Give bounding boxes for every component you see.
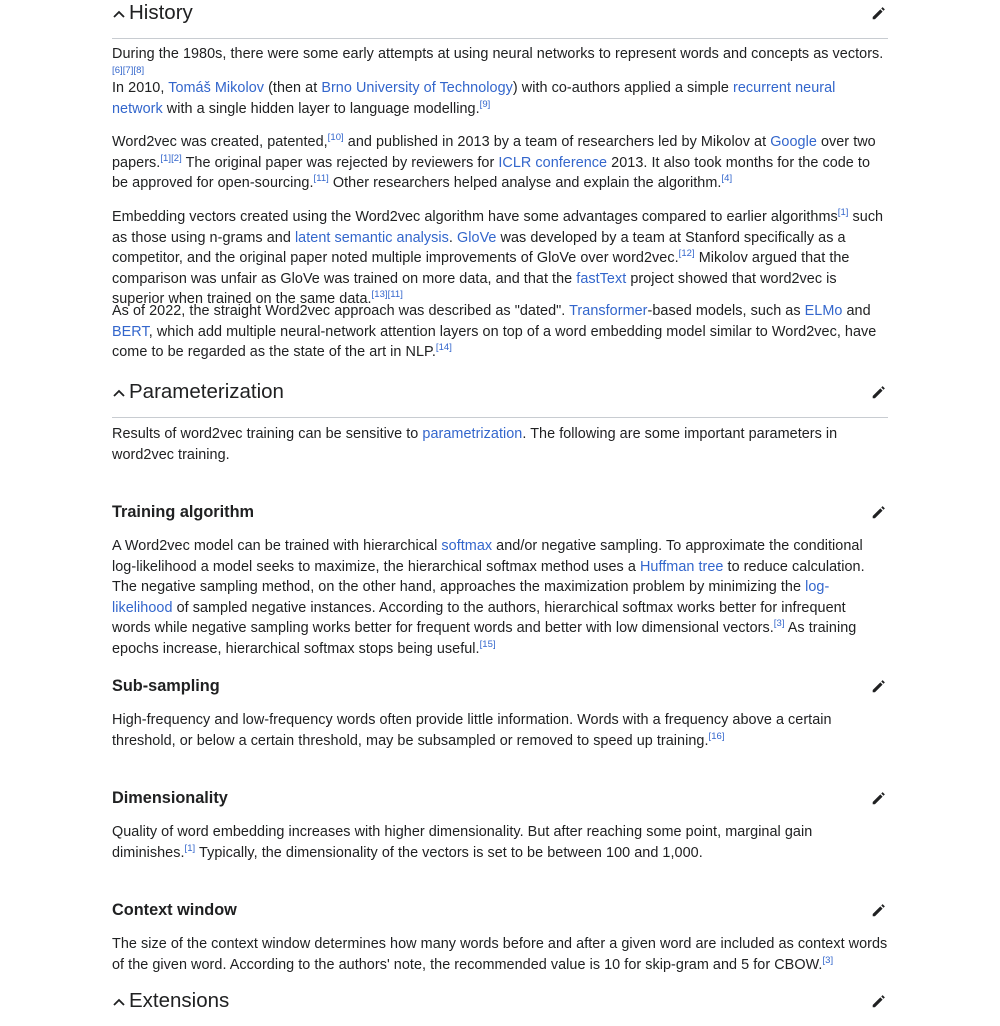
subsection-title: Sub-sampling — [112, 677, 220, 695]
subsection-heading-sub-sampling — [112, 675, 888, 701]
link-softmax[interactable]: softmax — [441, 538, 493, 554]
pencil-icon[interactable] — [870, 992, 888, 1010]
citation[interactable]: [15] — [479, 638, 496, 650]
citation[interactable]: [1] — [837, 207, 849, 218]
citation[interactable]: [8] — [133, 64, 145, 76]
citation[interactable]: [14] — [435, 342, 452, 354]
link-tomas-mikolov[interactable]: Tomáš Mikolov — [168, 80, 265, 96]
citation[interactable]: [3] — [773, 618, 785, 630]
link-huffman-tree[interactable]: Huffman tree — [639, 558, 724, 575]
subsection-heading-dimensionality — [112, 787, 888, 813]
subsection-heading-context-window — [112, 899, 888, 925]
link-bert[interactable]: BERT — [112, 323, 149, 340]
citation[interactable]: [1] — [184, 842, 196, 854]
paragraph: Embedding vectors created using the Word2vec algorithm have some advantages compared to earlier algorithms[1] such as those using n-grams and latent semantic analysis. GloVe was developed by a team at Stanford specifically as a competitor, and the original paper noted multiple improvements of GloVe over word2vec.[12] Mikolov argued that the comparison was unfair as GloVe was trained on more data, and that the fastText project showed that word2vec is superior when trained on the same data.[13][11] — [112, 207, 884, 308]
link-iclr-conference[interactable]: ICLR conference — [498, 154, 608, 171]
section-heading-extensions[interactable] — [112, 988, 888, 1026]
citation[interactable]: [11] — [387, 289, 403, 301]
citation[interactable]: [16] — [708, 730, 725, 742]
citation[interactable]: [9] — [479, 98, 491, 110]
chevron-up-icon[interactable] — [112, 991, 126, 1011]
link-recurrent-neural-network[interactable]: recurrent neural network — [112, 80, 836, 117]
paragraph: During the 1980s, there were some early attempts at using neural networks to represent words and concepts as vectors.[6][7][8] — [112, 46, 884, 76]
subsection-title: Dimensionality — [112, 789, 228, 807]
link-elmo[interactable]: ELMo — [804, 303, 843, 319]
paragraph: In 2010, Tomáš Mikolov (then at Brno University of Technology) with co-authors applied a simple recurrent neural network with a single hidden layer to language modelling.[9] — [112, 80, 836, 117]
section-title: Parameterization — [129, 380, 284, 403]
section-title: History — [129, 1, 193, 24]
pencil-icon[interactable] — [870, 503, 888, 521]
citation[interactable]: [3] — [822, 954, 834, 966]
paragraph: The size of the context window determines how many words before and after a given word are included as context words of the given word. According to the authors' note, the recommended value is 10 for skip-gram and 5 for CBOW.[3] — [112, 936, 888, 973]
link-transformer[interactable]: Transformer — [569, 303, 648, 319]
citation[interactable]: [10] — [327, 132, 344, 143]
link-brno-university[interactable]: Brno University of Technology — [321, 80, 513, 96]
pencil-icon[interactable] — [870, 677, 888, 695]
paragraph: A Word2vec model can be trained with hierarchical softmax and/or negative sampling. To approximate the conditional log-likelihood a model seeks to maximize, the hierarchical softmax method uses a Huffman tree to reduce calculation. The negative sampling method, on the other hand, approaches the maximization problem by minimizing the log-likelihood of sampled negative instances. According to the authors, hierarchical softmax works better for infrequent words while negative sampling works better for frequent words and better with low dimensional vectors.[3] As training epochs increase, hierarchical softmax stops being useful.[15] — [112, 538, 865, 657]
link-fasttext[interactable]: fastText — [576, 270, 627, 287]
subsection-heading-training-algorithm — [112, 501, 888, 527]
citation[interactable]: [7] — [122, 64, 134, 76]
citation[interactable]: [12] — [678, 248, 695, 260]
pencil-icon[interactable] — [870, 789, 888, 807]
paragraph: Results of word2vec training can be sensitive to parametrization. The following are some important parameters in word2vec training. — [112, 426, 838, 463]
link-glove[interactable]: GloVe — [457, 229, 497, 246]
citation[interactable]: [1] — [160, 152, 172, 164]
citation[interactable]: [6] — [112, 64, 123, 76]
citation[interactable]: [13] — [371, 289, 388, 301]
subsection-title: Training algorithm — [112, 503, 255, 521]
section-title: Extensions — [129, 989, 230, 1012]
link-latent-semantic-analysis[interactable]: latent semantic analysis — [294, 229, 449, 246]
paragraph: Quality of word embedding increases with higher dimensionality. But after reaching some point, marginal gain diminishes.[1] Typically, the dimensionality of the vectors is set to be between 100 and 1,000. — [112, 824, 813, 861]
pencil-icon[interactable] — [870, 383, 888, 401]
paragraph: Word2vec was created, patented,[10] and published in 2013 by a team of researchers led by Mikolov at Google over two papers.[1][2] The original paper was rejected by reviewers for ICLR conference 2013. It also took months for the code to be approved for open-sourcing.[11] Other researchers helped analyse and explain the algorithm.[4] — [112, 132, 876, 192]
paragraph: High-frequency and low-frequency words often provide little information. Words with a frequency above a certain threshold, or below a certain threshold, may be subsampled or removed to speed up training.[16] — [112, 712, 832, 749]
citation[interactable]: [2] — [171, 152, 182, 164]
citation[interactable]: [11] — [313, 173, 329, 185]
chevron-up-icon[interactable] — [112, 3, 126, 23]
pencil-icon[interactable] — [870, 4, 888, 22]
paragraph: As of 2022, the straight Word2vec approach was described as "dated". Transformer-based models, such as ELMo and BERT, which add multiple neural-network attention layers on top of a word embedding model similar to Word2vec, have come to be regarded as the state of the art in NLP.[14] — [112, 303, 877, 361]
pencil-icon[interactable] — [870, 901, 888, 919]
link-google[interactable]: Google — [770, 134, 817, 150]
chevron-up-icon[interactable] — [112, 382, 126, 402]
link-log-likelihood[interactable]: log-likelihood — [112, 579, 830, 616]
section-heading-history[interactable] — [112, 0, 888, 39]
citation[interactable]: [4] — [721, 173, 733, 185]
subsection-title: Context window — [112, 901, 237, 919]
section-heading-parameterization[interactable] — [112, 379, 888, 418]
link-parametrization[interactable]: parametrization — [422, 426, 523, 442]
